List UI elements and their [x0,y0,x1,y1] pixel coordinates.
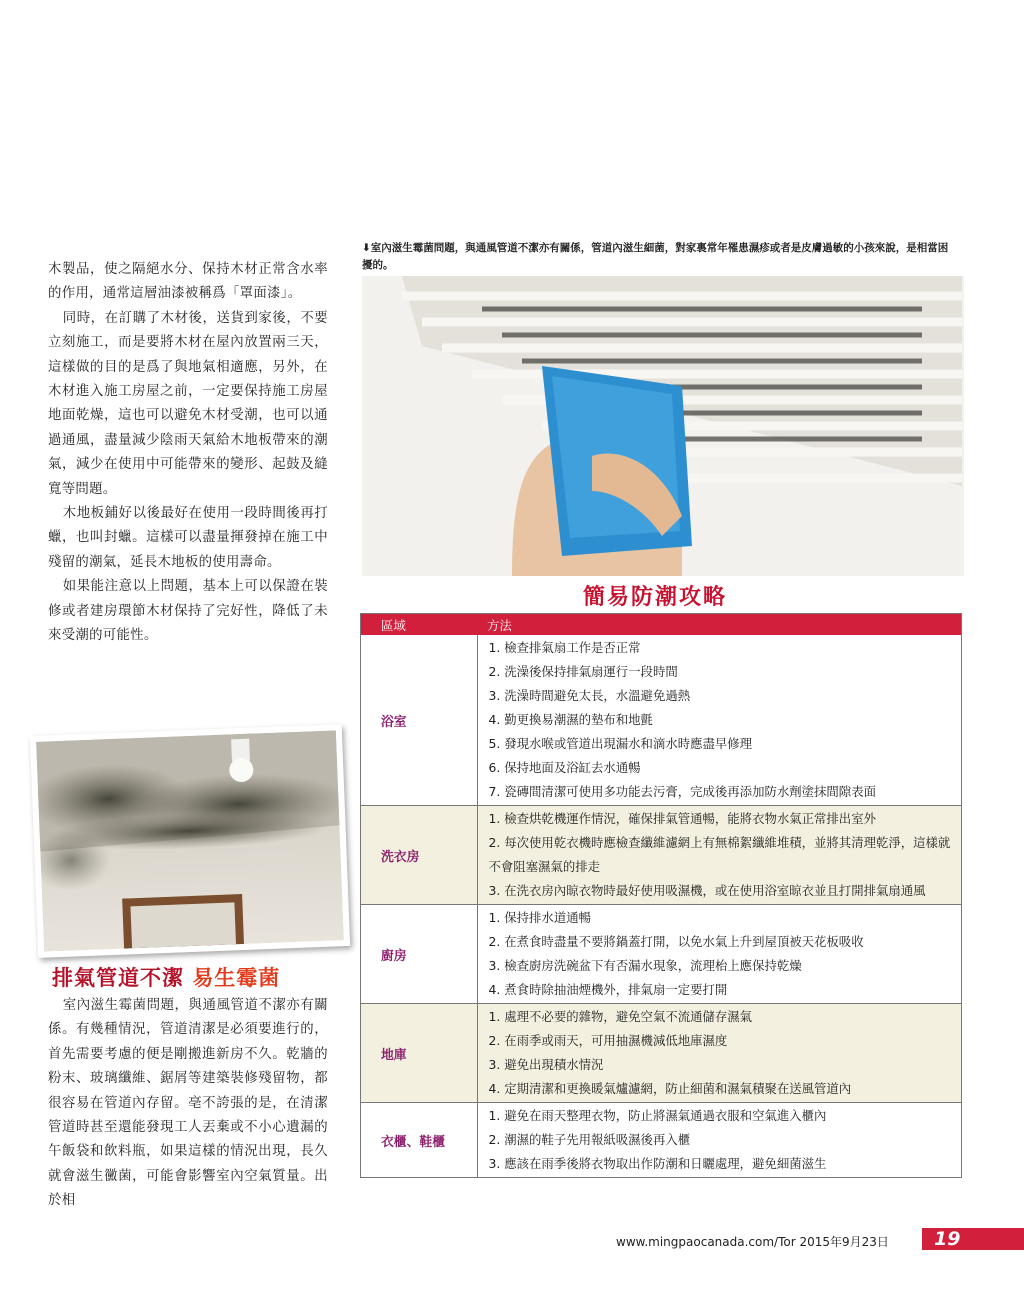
header-method: 方法 [477,614,962,636]
method-item: 2. 在雨季或雨天，可用抽濕機減低地庫濕度 [488,1033,728,1048]
left-column [48,258,328,649]
table-row-closet [361,1103,962,1178]
method-item: 7. 瓷磚間清潔可使用多功能去污膏，完成後再添加防水劑塗抹間隙表面 [488,784,876,799]
body-paragraph-3: 木地板鋪好以後最好在使用一段時間後再打蠟，也叫封蠟。這樣可以盡量揮發掉在施工中殘留的潮氣，延長木地板的使用壽命。 [48,506,328,570]
method-item: 2. 洗澡後保持排氣扇運行一段時間 [488,664,678,679]
area-cell: 衣櫃、鞋櫃 [361,1103,478,1178]
method-item: 4. 勤更換易潮濕的墊布和地氈 [488,712,653,727]
page-number: 19 [922,1228,1024,1250]
method-item: 5. 發現水喉或管道出現漏水和滴水時應盡早修理 [488,736,753,751]
table-title: 簡易防潮攻略 [582,585,727,610]
method-item: 3. 應該在雨季後將衣物取出作防潮和日曬處理，避免細菌滋生 [488,1156,827,1171]
body-paragraph-4: 如果能注意以上問題，基本上可以保證在裝修或者建房環節木材保持了完好性，降低了未來受潮的可能性。 [48,579,328,644]
method-cell [477,806,962,905]
method-item: 1. 檢查排氣扇工作是否正常 [488,640,641,655]
method-item: 2. 潮濕的鞋子先用報紙吸濕後再入櫃 [488,1132,691,1147]
table-row-basement [361,1004,962,1103]
header-area: 區域 [361,614,478,636]
method-item: 4. 煮食時除抽油煙機外，排氣扇一定要打開 [488,982,728,997]
table-row-bathroom [361,635,962,806]
table-row-kitchen [361,905,962,1004]
section-title-part-b: 易生霉菌 [192,965,281,990]
method-item: 1. 保持排水道通暢 [488,910,591,925]
area-cell: 洗衣房 [361,806,478,905]
method-cell [477,635,962,806]
method-item: 2. 每次使用乾衣機時應檢查纖維濾網上有無棉絮纖維堆積，並將其清理乾淨，這樣就不會阻塞濕氣的排走 [488,835,951,874]
footer-url: www.mingpaocanada.com/Tor 2015年9月23日 [616,1235,889,1249]
method-cell [477,1103,962,1178]
table-row-laundry [361,806,962,905]
method-item: 1. 避免在雨天整理衣物，防止將濕氣通過衣服和空氣進入櫃內 [488,1108,827,1123]
area-cell: 浴室 [361,635,478,806]
method-cell [477,1004,962,1103]
method-item: 6. 保持地面及浴缸去水通暢 [488,760,641,775]
method-item: 3. 在洗衣房內晾衣物時最好使用吸濕機，或在使用浴室晾衣並且打開排氣扇通風 [488,883,926,898]
method-item: 4. 定期清潔和更換暖氣爐濾網，防止細菌和濕氣積聚在送風管道內 [488,1081,852,1096]
section-title [52,962,280,992]
section-title-part-a: 排氣管道不潔 [52,965,193,990]
section-column [48,994,328,1214]
area-cell: 地庫 [361,1004,478,1103]
moldy-ceiling-photo [30,724,350,958]
section-paragraph: 室內滋生霉菌問題，與通風管道不潔亦有關係。有幾種情況，管道清潔是必須要進行的，首先需要考慮的便是剛搬進新房不久。乾牆的粉末、玻璃纖維、鋸屑等建築裝修殘留物，都很容易在管道內存留。亳不誇張的是，在清潔管道時甚至還能發現工人丟棄或不小心遺漏的午飯袋和飲料瓶，如果這樣的情況出現，長久就會滋生黴菌，可能會影響室內空氣質量。出於相 [48,998,328,1209]
photo-caption: ⬇室內滋生霉菌問題，與通風管道不潔亦有關係，管道內滋生細菌，對家裏常年罹患濕疹或者是皮膚過敏的小孩來說，是相當困擾的。 [362,242,949,271]
damp-proof-tips-table [360,613,962,1178]
area-cell: 廚房 [361,905,478,1004]
method-cell [477,905,962,1004]
method-item: 3. 避免出現積水情況 [488,1057,604,1072]
body-paragraph-2: 同時，在訂購了木材後，送貨到家後，不要立刻施工，而是要將木材在屋內放置兩三天，這樣做的目的是爲了與地氣相適應，另外，在木材進入施工房屋之前，一定要保持施工房屋地面乾燥，這也可以避免木材受潮，也可以通過通風，盡量減少陰雨天氣給木地板帶來的潮氣，減少在使用中可能帶來的變形、起鼓及縫寬等問題。 [48,310,328,497]
table-header-row [361,614,962,636]
method-item: 1. 處理不必要的雜物，避免空氣不流通儲存濕氣 [488,1009,753,1024]
method-item: 2. 在煮食時盡量不要將鍋蓋打開，以免水氣上升到屋頂被天花板吸收 [488,934,864,949]
vent-cleaning-photo [362,276,964,576]
body-paragraph-1: 木製品，使之隔絕水分、保持木材正常含水率的作用，通常這層油漆被稱爲「罩面漆」。 [48,262,328,302]
method-item: 3. 洗澡時間避免太長，水溫避免過熱 [488,688,691,703]
method-item: 3. 檢查廚房洗碗盆下有否漏水現象，流理枱上應保持乾燥 [488,958,802,973]
method-item: 1. 檢查烘乾機運作情況，確保排氣管通暢，能將衣物水氣正常排出室外 [488,811,876,826]
